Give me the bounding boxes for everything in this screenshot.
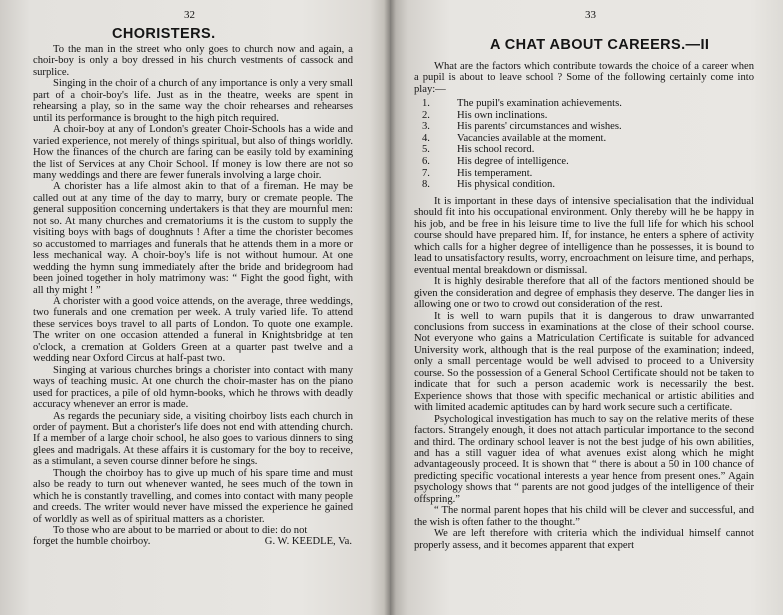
paragraph: It is highly desirable therefore that all of the factors mentioned should be given the consideration and degree of emphasis they deserve. The danger lies in allowing one or two to crowd out consideration of the rest. <box>414 276 754 311</box>
right-page <box>390 0 783 615</box>
left-page <box>0 0 390 615</box>
closing-signature-line <box>33 536 353 547</box>
paragraph: A choir-boy at any of London's greater Choir-Schools has a wide and varied experience, not merely of things spiritual, but also of things worldly. How the finances of the church are faring can be easily told by examining the list of Services at any Choir School. If money is low there are not so many weddings and there are fewer funerals involving a large choir. <box>33 124 353 181</box>
paragraph: “ The normal parent hopes that his child will be clever and successful, and the wish is often father to the thought.” <box>414 505 754 528</box>
list-item: 3. His parents' circumstances and wishes. <box>422 121 622 133</box>
list-item: 7. His temperament. <box>422 167 533 179</box>
paragraph: It is well to warn pupils that it is dangerous to draw unwarranted conclusions from success in examinations at the close of their school course. Not everyone who gains a Matriculation Certificate is suitable for advanced University work, although that is the real purpose of the examination; indeed, only a small percentage would be well advised to proceed to a University course. So the possession of a General School Certificate should not be taken to indicate that for such a person academic work is necessarily the best. Experience shows that those with specific mechanical or artistic abilities and with limited academic aptitudes can by hard work secure such a certificate. <box>414 310 754 414</box>
paragraph: What are the factors which contribute towards the choice of a career when a pupil is about to leave school ? Some of the following certainly come into play:— <box>414 61 754 95</box>
list-item: 1. The pupil's examination achievements. <box>422 98 622 109</box>
careers-title: A CHAT ABOUT CAREERS.—II <box>490 37 710 53</box>
paragraph: Singing in the choir of a church of any importance is only a very small part of a choir-boy's life. Just as in the theatre, weeks are spent in rehearsing a play, so in the same way the choir rehearses and rehearses until its performance is brought to the high pitch required. <box>33 78 353 124</box>
factors-list <box>414 98 622 191</box>
paragraph: It is important in these days of intensive specialisation that the individual should fit into his occupational environment. Only thereby will he be happy in his job, and be free in his leisure time to live the full life for which his school course should have prepared him. If, for instance, he enters a sphere of activity which calls for a higher degree of intelligence than he possesses, it is bound to lead to unsatisfactory results, worry, encroachment on leisure time, and perhaps, eventual mental breakdown or dismissal. <box>414 196 754 276</box>
choristers-article <box>33 44 353 548</box>
list-item: 5. His school record. <box>422 144 535 156</box>
choristers-title: CHORISTERS. <box>112 26 216 42</box>
careers-article <box>414 196 754 551</box>
closing-line: To those who are about to be married or about to die: do not <box>53 525 308 537</box>
left-page-number: 32 <box>184 9 195 21</box>
author-signature: G. W. KEEDLE, Va. <box>264 536 352 548</box>
list-item: 8. His physical condition. <box>422 179 555 191</box>
list-item: 4. Vacancies available at the moment. <box>422 132 607 144</box>
paragraph: Singing at various churches brings a chorister into contact with many ways of teaching music. At one church the choir-master has on the piano used for practices, a pile of old hymn-books, which he throws with deadly accuracy whenever an error is made. <box>33 364 353 411</box>
book-gutter <box>384 0 396 615</box>
paragraph: We are left therefore with criteria which the individual himself cannot properly assess, and it becomes apparent that expert <box>414 528 754 551</box>
right-page-number: 33 <box>585 9 596 21</box>
paragraph: To the man in the street who only goes to church now and again, a choir-boy is only a boy dressed in his church vestments of cassock and surplice. <box>33 44 353 78</box>
paragraph: Psychological investigation has much to say on the relative merits of these factors. Strangely enough, it does not attach particular importance to the second and third. The ordinary school leaver is not the best judge of his own abilities, and has a still vaguer idea of what avenues exist along which he might advantageously proceed. It is shown that “ there is about a 50 in 100 chance of predicting specific vocational interests a year hence from present ones.” Again psychology shows that “ parents are not good judges of the intelligence of their offspring.” <box>414 413 754 505</box>
paragraph: A chorister with a good voice attends, on the average, three weddings, two funerals and one cremation per week. A truly varied life. To attend these services boys travel to all parts of London. To quote one example. The writer on one occasion attended a funeral in Knightsbridge at ten o'clock, a cremation at Golders Green at a quarter past twelve and a wedding near Oxford Circus at half-past two. <box>33 295 353 365</box>
paragraph: A chorister has a life almost akin to that of a fireman. He may be called out at any time of the day to marry, bury or cremate people. The general supposition concerning undertakers is that they are mournful men: not so. At many churches and crematoriums it is the custom to supply the visiting boys with bags of doughnuts ! After a time the chorister becomes so accustomed to marriages and funerals that he attends them in a more or less mechanical way. A choir-boy's life is not without humour. At one wedding the hymn sung immediately after the bride and bridegroom had been joined together in holy matrimony was: “ Fight the good fight, with all thy might ! ” <box>33 181 353 296</box>
closing-line-end: forget the humble choirboy. <box>33 536 151 548</box>
careers-intro <box>414 61 754 95</box>
list-item: 6. His degree of intelligence. <box>422 155 569 167</box>
paragraph: As regards the pecuniary side, a visiting choirboy lists each church in order of payment. But a chorister's life does not end with attending church. If a member of a large choir school, he also goes to various dinners to sing glees and madrigals. At these affairs it is customary for the boy to receive, as a stimulant, a seven course dinner before he sings. <box>33 410 353 468</box>
list-item: 2. His own inclinations. <box>422 109 548 121</box>
paragraph: Though the choirboy has to give up much of his spare time and must also be ready to turn out whenever wanted, he sees much of the town in which he is constantly travelling, and comes into contact with many people and creeds. The writer would never have missed the experience he gained of worldly as well as of spiritual matters as a chorister. <box>33 467 353 525</box>
